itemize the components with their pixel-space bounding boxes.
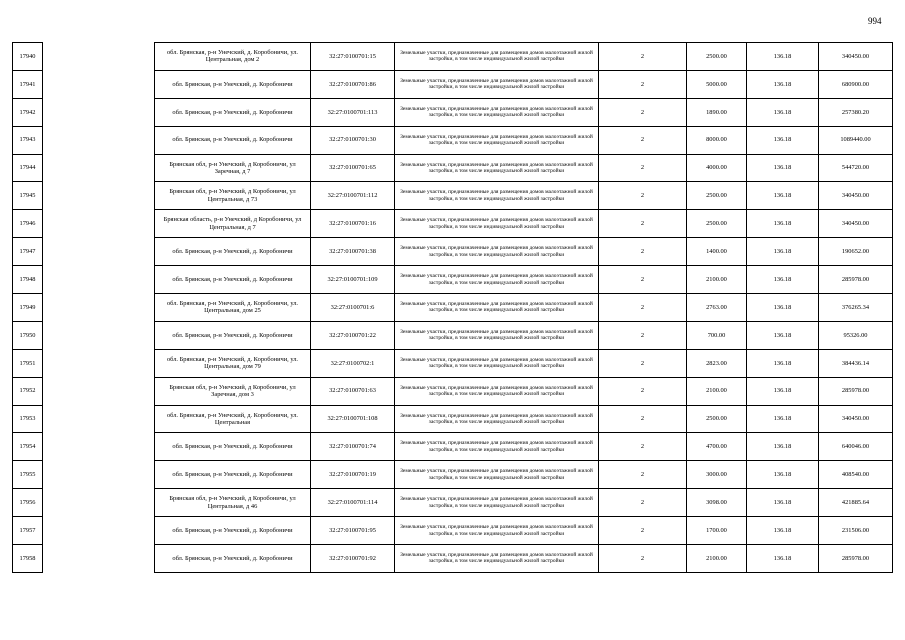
- land-registry-table: [12, 42, 893, 573]
- purpose-cell: Земельные участки, предназначенные для размещения домов малоэтажной жилой застройки, в том числе индивидуальной жилой застройки: [395, 294, 599, 322]
- cadastral-number-cell: 32:27:0100701:92: [311, 545, 395, 573]
- cadastral-value-cell: 285978.00: [819, 377, 893, 405]
- blank-cell: [43, 238, 155, 266]
- row-number-cell: 17950: [13, 321, 43, 349]
- cadastral-number-cell: 32:27:0100701:114: [311, 489, 395, 517]
- category-cell: 2: [599, 349, 687, 377]
- table-row: [13, 43, 893, 71]
- cadastral-number-cell: 32:27:0100701:6: [311, 294, 395, 322]
- table-row: [13, 349, 893, 377]
- cadastral-number-cell: 32:27:0100701:112: [311, 182, 395, 210]
- cadastral-value-cell: 257380.20: [819, 98, 893, 126]
- purpose-cell: Земельные участки, предназначенные для размещения домов малоэтажной жилой застройки, в том числе индивидуальной жилой застройки: [395, 43, 599, 71]
- blank-cell: [43, 294, 155, 322]
- area-cell: 1700.00: [687, 517, 747, 545]
- cadastral-number-cell: 32:27:0100701:38: [311, 238, 395, 266]
- blank-cell: [43, 321, 155, 349]
- blank-cell: [43, 405, 155, 433]
- table-body: [13, 43, 893, 573]
- row-number-cell: 17951: [13, 349, 43, 377]
- area-cell: 3098.00: [687, 489, 747, 517]
- address-cell: обл. Брянская, р-н Унечский, д. Коробоничи: [155, 517, 311, 545]
- rate-cell: 136.18: [747, 433, 819, 461]
- row-number-cell: 17955: [13, 461, 43, 489]
- category-cell: 2: [599, 182, 687, 210]
- rate-cell: 136.18: [747, 210, 819, 238]
- purpose-cell: Земельные участки, предназначенные для размещения домов малоэтажной жилой застройки, в том числе индивидуальной жилой застройки: [395, 266, 599, 294]
- address-cell: Брянская обл, р-н Унечский, д Коробоничи, ул Центральная, д 73: [155, 182, 311, 210]
- table-row: [13, 377, 893, 405]
- blank-cell: [43, 517, 155, 545]
- rate-cell: 136.18: [747, 126, 819, 154]
- rate-cell: 136.18: [747, 545, 819, 573]
- cadastral-number-cell: 32:27:0100702:1: [311, 349, 395, 377]
- category-cell: 2: [599, 517, 687, 545]
- table-row: [13, 98, 893, 126]
- cadastral-value-cell: 340450.00: [819, 405, 893, 433]
- cadastral-value-cell: 384436.14: [819, 349, 893, 377]
- area-cell: 2500.00: [687, 405, 747, 433]
- address-cell: обл. Брянская, р-н Унечский, д. Коробоничи: [155, 266, 311, 294]
- category-cell: 2: [599, 210, 687, 238]
- table-row: [13, 321, 893, 349]
- blank-cell: [43, 210, 155, 238]
- purpose-cell: Земельные участки, предназначенные для размещения домов малоэтажной жилой застройки, в том числе индивидуальной жилой застройки: [395, 321, 599, 349]
- category-cell: 2: [599, 433, 687, 461]
- row-number-cell: 17948: [13, 266, 43, 294]
- area-cell: 2763.00: [687, 294, 747, 322]
- row-number-cell: 17945: [13, 182, 43, 210]
- address-cell: Брянская обл, р-н Унечский, д Коробоничи, ул Заречная, д 7: [155, 154, 311, 182]
- cadastral-value-cell: 340450.00: [819, 210, 893, 238]
- table-row: [13, 70, 893, 98]
- address-cell: обл. Брянская, р-н Унечский, д. Коробоничи: [155, 321, 311, 349]
- purpose-cell: Земельные участки, предназначенные для размещения домов малоэтажной жилой застройки, в том числе индивидуальной жилой застройки: [395, 349, 599, 377]
- category-cell: 2: [599, 545, 687, 573]
- blank-cell: [43, 126, 155, 154]
- blank-cell: [43, 182, 155, 210]
- table-row: [13, 182, 893, 210]
- address-cell: обл. Брянская, р-н Унечский, д. Коробоничи: [155, 70, 311, 98]
- area-cell: 2500.00: [687, 210, 747, 238]
- rate-cell: 136.18: [747, 70, 819, 98]
- rate-cell: 136.18: [747, 461, 819, 489]
- area-cell: 2100.00: [687, 266, 747, 294]
- table-row: [13, 461, 893, 489]
- rate-cell: 136.18: [747, 517, 819, 545]
- blank-cell: [43, 489, 155, 517]
- purpose-cell: Земельные участки, предназначенные для размещения домов малоэтажной жилой застройки, в том числе индивидуальной жилой застройки: [395, 433, 599, 461]
- table-row: [13, 154, 893, 182]
- cadastral-value-cell: 640046.00: [819, 433, 893, 461]
- rate-cell: 136.18: [747, 154, 819, 182]
- cadastral-number-cell: 32:27:0100701:86: [311, 70, 395, 98]
- area-cell: 2500.00: [687, 182, 747, 210]
- rate-cell: 136.18: [747, 321, 819, 349]
- area-cell: 4700.00: [687, 433, 747, 461]
- blank-cell: [43, 266, 155, 294]
- area-cell: 2100.00: [687, 377, 747, 405]
- cadastral-number-cell: 32:27:0100701:113: [311, 98, 395, 126]
- area-cell: 2100.00: [687, 545, 747, 573]
- cadastral-number-cell: 32:27:0100701:15: [311, 43, 395, 71]
- cadastral-value-cell: 680900.00: [819, 70, 893, 98]
- row-number-cell: 17940: [13, 43, 43, 71]
- purpose-cell: Земельные участки, предназначенные для размещения домов малоэтажной жилой застройки, в том числе индивидуальной жилой застройки: [395, 98, 599, 126]
- row-number-cell: 17957: [13, 517, 43, 545]
- rate-cell: 136.18: [747, 98, 819, 126]
- cadastral-value-cell: 544720.00: [819, 154, 893, 182]
- blank-cell: [43, 349, 155, 377]
- row-number-cell: 17952: [13, 377, 43, 405]
- table-row: [13, 517, 893, 545]
- purpose-cell: Земельные участки, предназначенные для размещения домов малоэтажной жилой застройки, в том числе индивидуальной жилой застройки: [395, 238, 599, 266]
- cadastral-value-cell: 340450.00: [819, 43, 893, 71]
- area-cell: 2500.00: [687, 43, 747, 71]
- rate-cell: 136.18: [747, 266, 819, 294]
- category-cell: 2: [599, 405, 687, 433]
- rate-cell: 136.18: [747, 489, 819, 517]
- row-number-cell: 17954: [13, 433, 43, 461]
- category-cell: 2: [599, 154, 687, 182]
- table-row: [13, 210, 893, 238]
- area-cell: 700.00: [687, 321, 747, 349]
- cadastral-value-cell: 190652.00: [819, 238, 893, 266]
- table-row: [13, 405, 893, 433]
- category-cell: 2: [599, 126, 687, 154]
- table-row: [13, 433, 893, 461]
- table-row: [13, 266, 893, 294]
- address-cell: обл. Брянская, р-н Унечский, д. Коробоничи, ул. Центральная, дом 2: [155, 43, 311, 71]
- cadastral-number-cell: 32:27:0100701:30: [311, 126, 395, 154]
- category-cell: 2: [599, 321, 687, 349]
- address-cell: обл. Брянская, р-н Унечский, д. Коробоничи: [155, 461, 311, 489]
- cadastral-number-cell: 32:27:0100701:95: [311, 517, 395, 545]
- category-cell: 2: [599, 461, 687, 489]
- address-cell: Брянская обл, р-н Унечский, д Коробоничи, ул Центральная, д 46: [155, 489, 311, 517]
- cadastral-number-cell: 32:27:0100701:108: [311, 405, 395, 433]
- cadastral-value-cell: 1089440.00: [819, 126, 893, 154]
- purpose-cell: Земельные участки, предназначенные для размещения домов малоэтажной жилой застройки, в том числе индивидуальной жилой застройки: [395, 126, 599, 154]
- address-cell: обл. Брянская, р-н Унечский, д. Коробоничи, ул. Центральная: [155, 405, 311, 433]
- cadastral-number-cell: 32:27:0100701:63: [311, 377, 395, 405]
- cadastral-value-cell: 340450.00: [819, 182, 893, 210]
- row-number-cell: 17943: [13, 126, 43, 154]
- rate-cell: 136.18: [747, 43, 819, 71]
- purpose-cell: Земельные участки, предназначенные для размещения домов малоэтажной жилой застройки, в том числе индивидуальной жилой застройки: [395, 182, 599, 210]
- blank-cell: [43, 545, 155, 573]
- area-cell: 1890.00: [687, 98, 747, 126]
- category-cell: 2: [599, 238, 687, 266]
- row-number-cell: 17944: [13, 154, 43, 182]
- table-row: [13, 126, 893, 154]
- row-number-cell: 17942: [13, 98, 43, 126]
- cadastral-value-cell: 285978.00: [819, 266, 893, 294]
- address-cell: обл. Брянская, р-н Унечский, д. Коробоничи, ул. Центральная, дом 79: [155, 349, 311, 377]
- rate-cell: 136.18: [747, 405, 819, 433]
- cadastral-number-cell: 32:27:0100701:65: [311, 154, 395, 182]
- table-row: [13, 294, 893, 322]
- purpose-cell: Земельные участки, предназначенные для размещения домов малоэтажной жилой застройки, в том числе индивидуальной жилой застройки: [395, 154, 599, 182]
- purpose-cell: Земельные участки, предназначенные для размещения домов малоэтажной жилой застройки, в том числе индивидуальной жилой застройки: [395, 489, 599, 517]
- blank-cell: [43, 43, 155, 71]
- address-cell: обл. Брянская, р-н Унечский, д. Коробоничи, ул. Центральная, дом 25: [155, 294, 311, 322]
- category-cell: 2: [599, 294, 687, 322]
- address-cell: обл. Брянская, р-н Унечский, д. Коробоничи: [155, 545, 311, 573]
- cadastral-number-cell: 32:27:0100701:19: [311, 461, 395, 489]
- category-cell: 2: [599, 43, 687, 71]
- table-row: [13, 489, 893, 517]
- cadastral-value-cell: 231506.00: [819, 517, 893, 545]
- cadastral-value-cell: 285978.00: [819, 545, 893, 573]
- cadastral-number-cell: 32:27:0100701:109: [311, 266, 395, 294]
- address-cell: Брянская область, р-н Унечский, д Коробоничи, ул Центральная, д 7: [155, 210, 311, 238]
- row-number-cell: 17953: [13, 405, 43, 433]
- rate-cell: 136.18: [747, 294, 819, 322]
- purpose-cell: Земельные участки, предназначенные для размещения домов малоэтажной жилой застройки, в том числе индивидуальной жилой застройки: [395, 377, 599, 405]
- rate-cell: 136.18: [747, 182, 819, 210]
- purpose-cell: Земельные участки, предназначенные для размещения домов малоэтажной жилой застройки, в том числе индивидуальной жилой застройки: [395, 405, 599, 433]
- row-number-cell: 17941: [13, 70, 43, 98]
- area-cell: 4000.00: [687, 154, 747, 182]
- row-number-cell: 17958: [13, 545, 43, 573]
- purpose-cell: Земельные участки, предназначенные для размещения домов малоэтажной жилой застройки, в том числе индивидуальной жилой застройки: [395, 70, 599, 98]
- rate-cell: 136.18: [747, 238, 819, 266]
- row-number-cell: 17947: [13, 238, 43, 266]
- table-row: [13, 238, 893, 266]
- table-row: [13, 545, 893, 573]
- rate-cell: 136.18: [747, 349, 819, 377]
- cadastral-value-cell: 376265.34: [819, 294, 893, 322]
- blank-cell: [43, 98, 155, 126]
- cadastral-number-cell: 32:27:0100701:74: [311, 433, 395, 461]
- row-number-cell: 17956: [13, 489, 43, 517]
- blank-cell: [43, 154, 155, 182]
- blank-cell: [43, 377, 155, 405]
- category-cell: 2: [599, 377, 687, 405]
- area-cell: 1400.00: [687, 238, 747, 266]
- address-cell: обл. Брянская, р-н Унечский, д. Коробоничи: [155, 126, 311, 154]
- blank-cell: [43, 461, 155, 489]
- area-cell: 5000.00: [687, 70, 747, 98]
- category-cell: 2: [599, 98, 687, 126]
- purpose-cell: Земельные участки, предназначенные для размещения домов малоэтажной жилой застройки, в том числе индивидуальной жилой застройки: [395, 517, 599, 545]
- category-cell: 2: [599, 266, 687, 294]
- address-cell: обл. Брянская, р-н Унечский, д. Коробоничи: [155, 238, 311, 266]
- rate-cell: 136.18: [747, 377, 819, 405]
- purpose-cell: Земельные участки, предназначенные для размещения домов малоэтажной жилой застройки, в том числе индивидуальной жилой застройки: [395, 461, 599, 489]
- blank-cell: [43, 433, 155, 461]
- cadastral-number-cell: 32:27:0100701:22: [311, 321, 395, 349]
- purpose-cell: Земельные участки, предназначенные для размещения домов малоэтажной жилой застройки, в том числе индивидуальной жилой застройки: [395, 545, 599, 573]
- blank-cell: [43, 70, 155, 98]
- purpose-cell: Земельные участки, предназначенные для размещения домов малоэтажной жилой застройки, в том числе индивидуальной жилой застройки: [395, 210, 599, 238]
- cadastral-value-cell: 408540.00: [819, 461, 893, 489]
- address-cell: обл. Брянская, р-н Унечский, д. Коробоничи: [155, 98, 311, 126]
- row-number-cell: 17946: [13, 210, 43, 238]
- category-cell: 2: [599, 489, 687, 517]
- cadastral-value-cell: 421885.64: [819, 489, 893, 517]
- area-cell: 2823.00: [687, 349, 747, 377]
- row-number-cell: 17949: [13, 294, 43, 322]
- cadastral-number-cell: 32:27:0100701:16: [311, 210, 395, 238]
- area-cell: 3000.00: [687, 461, 747, 489]
- area-cell: 8000.00: [687, 126, 747, 154]
- category-cell: 2: [599, 70, 687, 98]
- page-number: 994: [868, 16, 882, 26]
- cadastral-value-cell: 95326.00: [819, 321, 893, 349]
- address-cell: обл. Брянская, р-н Унечский, д. Коробоничи: [155, 433, 311, 461]
- address-cell: Брянская обл, р-н Унечский, д Коробоничи, ул Заречная, дом 3: [155, 377, 311, 405]
